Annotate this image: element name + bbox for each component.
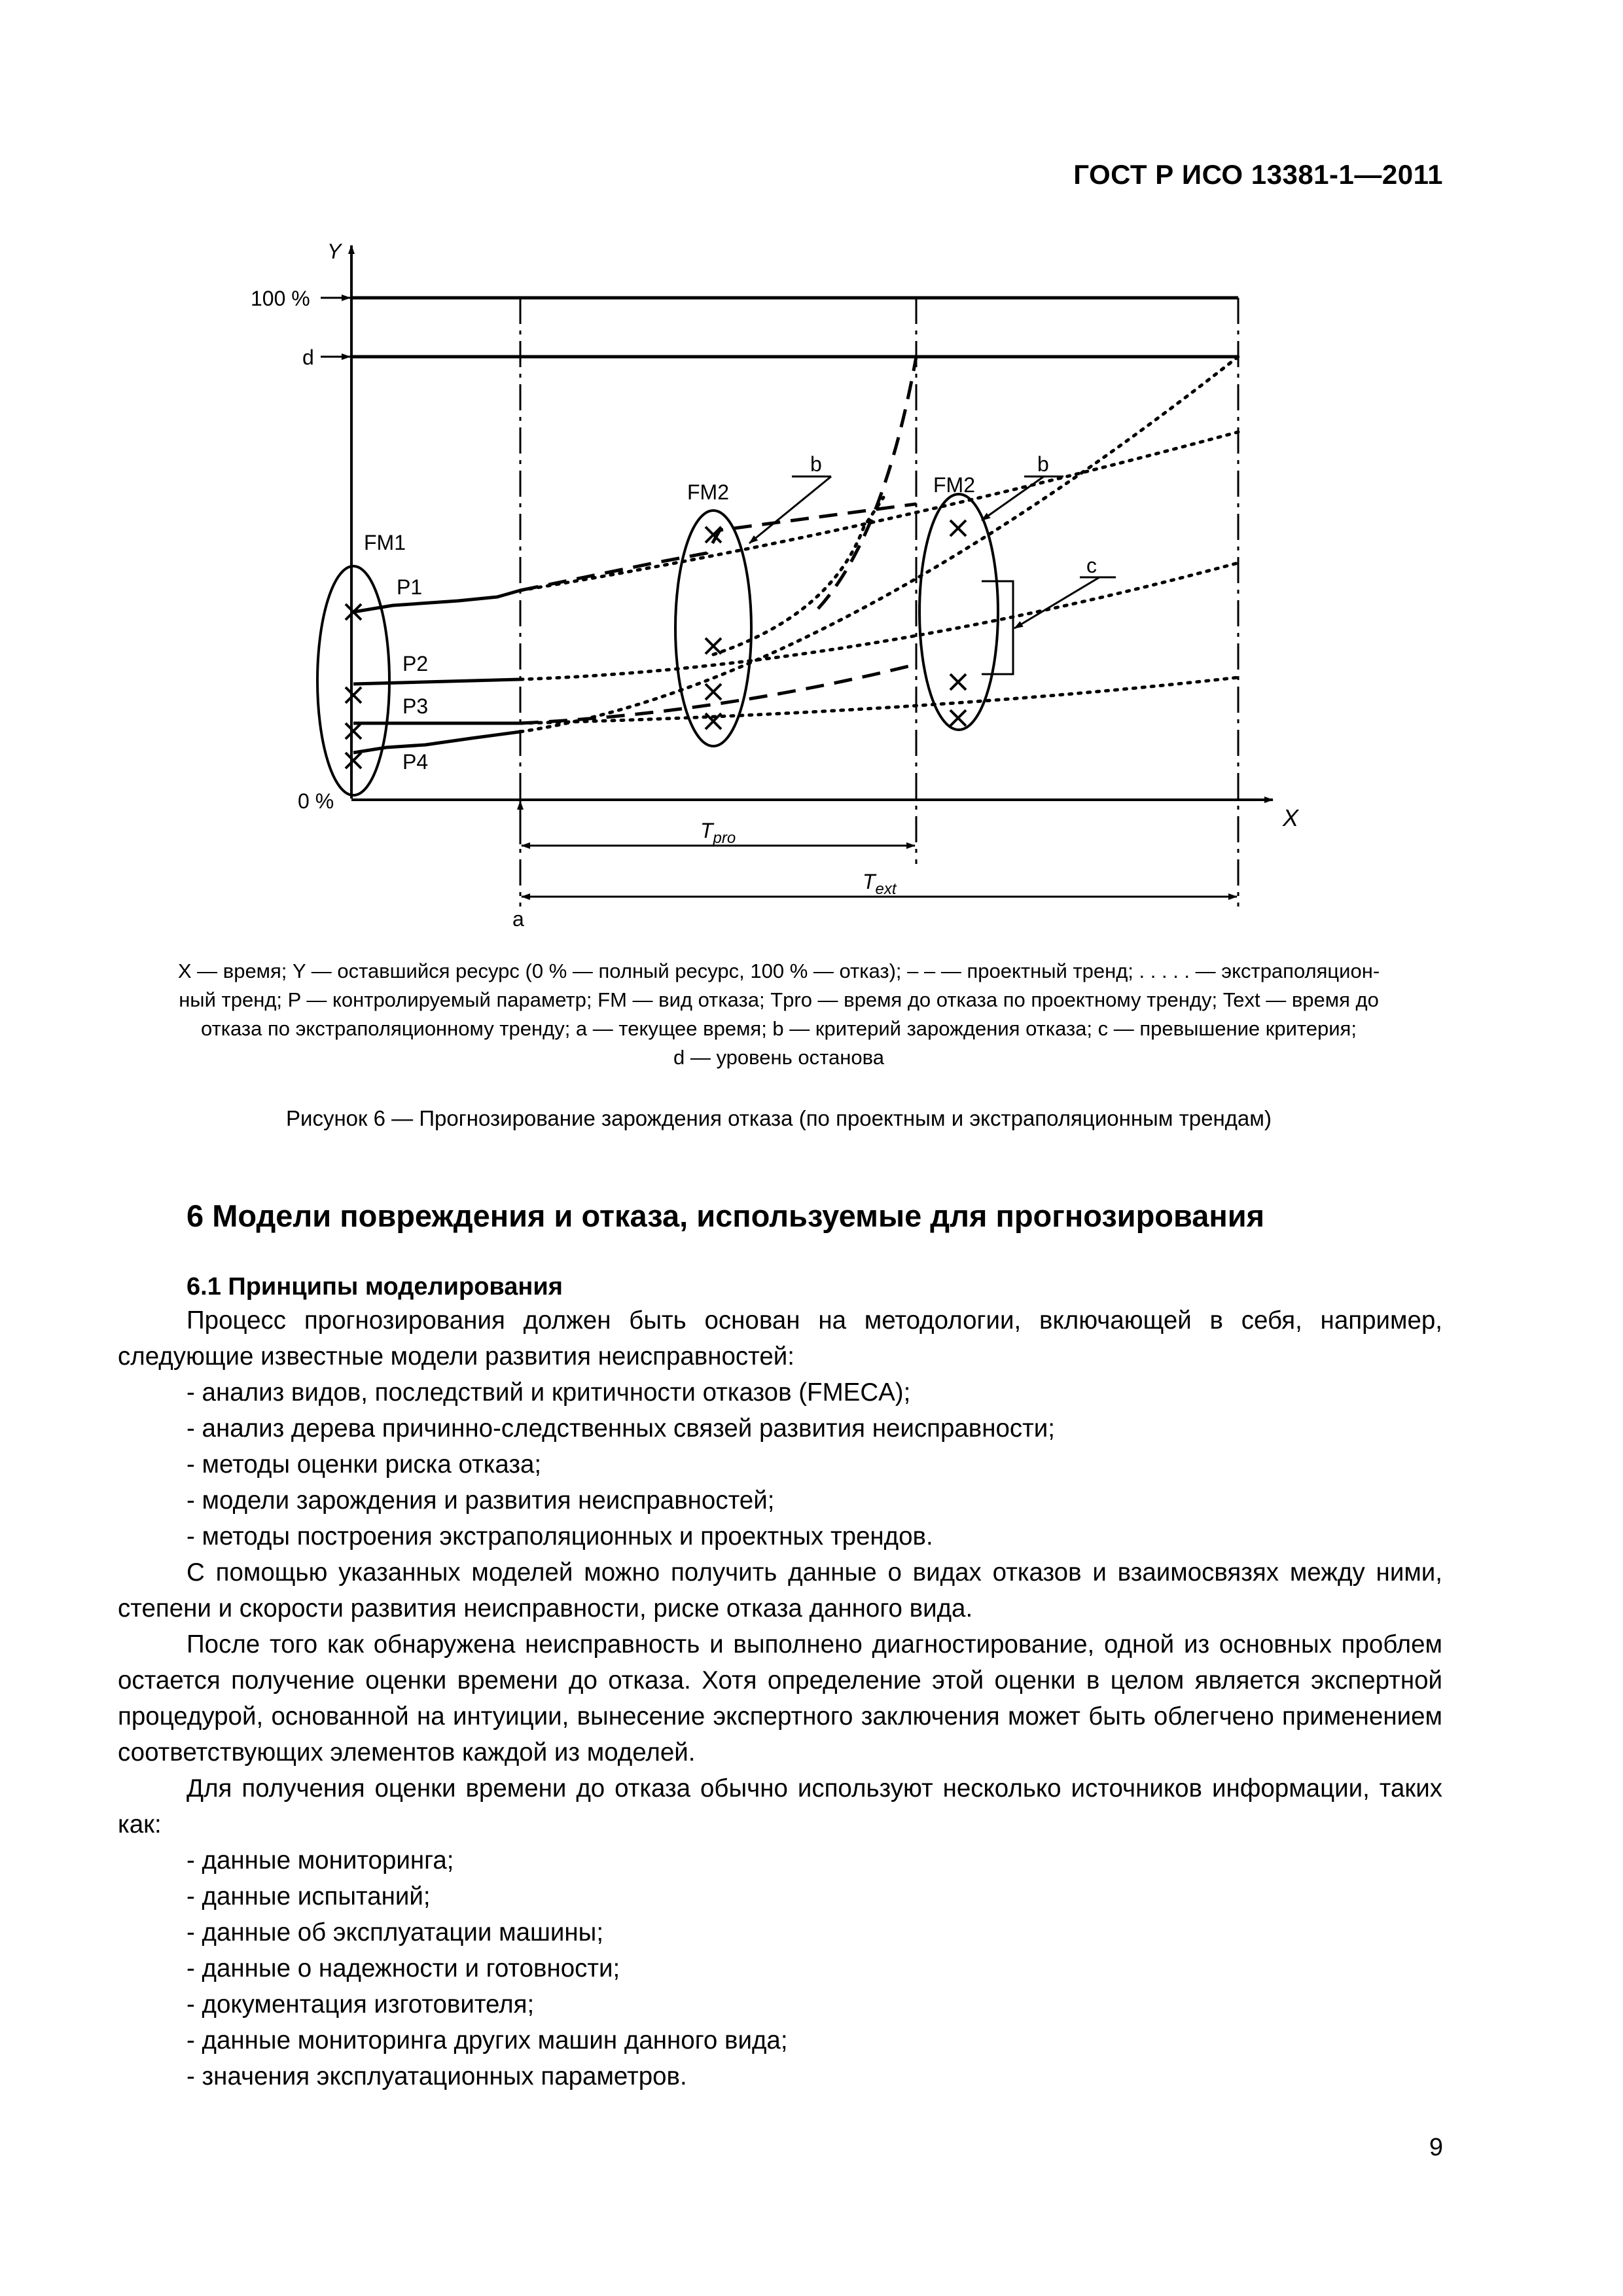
y-d-label: d (302, 346, 314, 369)
fm1-label: FM1 (364, 531, 406, 554)
p1-label: P1 (397, 575, 423, 599)
list-item: - модели зарождения и развития неисправностей; (118, 1482, 1442, 1518)
leader-lines (749, 476, 1116, 674)
t-pro-label: $T_{pro}$ (700, 819, 736, 847)
figure-legend (124, 957, 1433, 1072)
p4-label: P4 (402, 750, 429, 774)
paragraph: После того как обнаружена неисправность и выполнено диагностирование, одной из основных проблем остается получение оценки времени до отказа. Хотя определение этой оценки в целом является экспертной процедурой, основанной на интуиции, вынесение экспертного заключения может быть облегчено применением соответствующих элементов каждой из моделей. (118, 1630, 1442, 1767)
legend-line: d — уровень останова (673, 1046, 884, 1069)
a-label: a (512, 907, 524, 931)
sources-list (118, 1842, 1442, 2094)
list-item: - анализ видов, последствий и критичности отказов (FMECA); (118, 1374, 1442, 1410)
list-item: - документация изготовителя; (118, 1986, 1442, 2022)
prognosis-figure (0, 0, 1623, 949)
list-item: - данные о надежности и готовности; (118, 1950, 1442, 1986)
b-left-label: b (810, 452, 822, 476)
paragraph: Для получения оценки времени до отказа обычно используют несколько источников информации, таких как: (118, 1774, 1442, 1839)
x-axis-label: X (1283, 804, 1299, 831)
measured-curves (353, 590, 520, 753)
page-number: 9 (1429, 2134, 1443, 2161)
vertical-guides (520, 298, 1238, 906)
legend-line: X — время; Y — оставшийся ресурс (0 % — полный ресурс, 100 % — отказ); – – — проектный тренд; . . . . . — экстраполяцион- (177, 960, 1380, 982)
list-item: - данные об эксплуатации машины; (118, 1914, 1442, 1950)
legend-line: отказа по экстраполяционному тренду; a — текущее время; b — критерий зарождения отказа; c — превышение критерия; (201, 1017, 1357, 1040)
list-item: - анализ дерева причинно-следственных связей развития неисправности; (118, 1410, 1442, 1446)
p2-label: P2 (402, 652, 429, 675)
p3-label: P3 (402, 694, 429, 718)
document-header: ГОСТ Р ИСО 13381-1—2011 (1073, 159, 1443, 190)
legend-line: ный тренд; P — контролируемый параметр; FM — вид отказа; Tpro — время до отказа по проектному тренду; Text — время до (179, 988, 1379, 1011)
b-right-label: b (1037, 452, 1049, 476)
list-item: - значения эксплуатационных параметров. (118, 2058, 1442, 2094)
subsection-heading: 6.1 Принципы моделирования (187, 1273, 563, 1300)
c-label: c (1086, 554, 1097, 577)
y-100-label: 100 % (251, 287, 310, 310)
x-markers (346, 520, 966, 768)
list-item: - методы оценки риска отказа; (118, 1446, 1442, 1482)
t-ext-label: $T_{ext}$ (863, 870, 897, 898)
y-0-label: 0 % (298, 789, 334, 813)
section-heading: 6 Модели повреждения и отказа, используемые для прогнозирования (187, 1198, 1265, 1233)
list-item: - данные мониторинга; (118, 1842, 1442, 1878)
list-item: - данные мониторинга других машин данного вида; (118, 2022, 1442, 2058)
fm2-right-label: FM2 (933, 473, 975, 497)
y-axis-label: Y (327, 240, 342, 263)
body-text (118, 1302, 1442, 2094)
list-item: - методы построения экстраполяционных и проектных трендов. (118, 1518, 1442, 1554)
figure-caption: Рисунок 6 — Прогнозирование зарождения отказа (по проектным и экстраполяционным трендам) (286, 1106, 1272, 1130)
extrapolation-trends (520, 357, 1238, 732)
list-item: - данные испытаний; (118, 1878, 1442, 1914)
fm2-left-label: FM2 (687, 480, 729, 504)
methods-list (118, 1374, 1442, 1554)
paragraph: С помощью указанных моделей можно получить данные о видах отказов и взаимосвязях между ними, степени и скорости развития неисправности, риске отказа данного вида. (118, 1558, 1442, 1623)
paragraph: Процесс прогнозирования должен быть основан на методологии, включающей в себя, например, следующие известные модели развития неисправностей: (118, 1306, 1442, 1371)
